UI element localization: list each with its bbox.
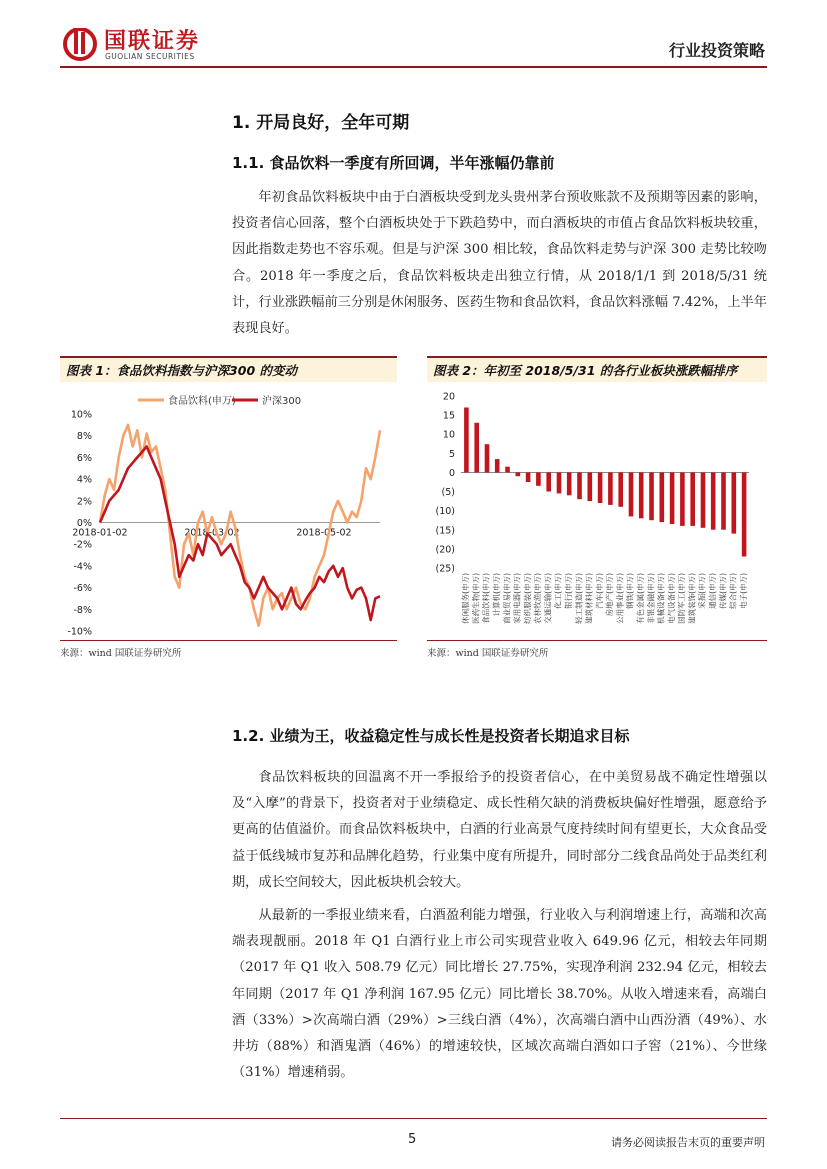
y-tick-label: -8%: [73, 604, 92, 616]
logo-english-name: GUOLIAN SECURITIES: [105, 52, 195, 61]
y-tick-label: 2%: [76, 496, 92, 508]
y-tick-label: 4%: [76, 474, 92, 486]
y-tick-label: 0: [448, 467, 455, 479]
y-tick-label: 5: [448, 448, 455, 460]
bar: [567, 472, 572, 495]
category-label: 纺织服装(申万): [522, 573, 532, 624]
x-tick-label: 2018-05-02: [296, 527, 352, 539]
bar: [464, 408, 469, 473]
category-label: 电子(申万): [738, 573, 748, 609]
bar: [608, 472, 613, 505]
paragraph-1-1: 年初食品饮料板块中由于白酒板块受到龙头贵州茅台预收账款不及预期等因素的影响，投资者信心回落，整个白酒板块处于下跌趋势中，而白酒板块的市值占食品饮料板块较重，因此指数走势也不容乐观。但是与沪深 300 相比较，食品饮料走势与沪深 300 走势比较吻合。2018 年一季度之后，食品饮料板块走出独立行情，从 2018/1/1 到 2018/5/31 统计，行业涨跌幅前三分别是休闲服务、医药生物和食品饮料，食品饮料涨幅 7.42%，上半年表现良好。: [232, 190, 767, 337]
subsection-heading-1-1: 1.1. 食品饮料一季度有所回调，半年涨幅仍靠前: [232, 154, 555, 172]
bar: [711, 472, 716, 529]
bar: [485, 444, 490, 472]
category-label: 公用事业(申万): [615, 573, 625, 624]
bar: [660, 472, 665, 522]
bar: [577, 472, 582, 499]
bar: [536, 472, 541, 485]
legend-label: 食品饮料(申万): [168, 396, 236, 407]
category-label: 交通运输(申万): [543, 573, 553, 624]
y-tick-label: 20: [442, 391, 455, 403]
bar: [505, 467, 510, 473]
figure-2-source: 来源：wind 国联证券研究所: [427, 640, 767, 659]
legend-label: 沪深300: [262, 396, 302, 407]
y-tick-label: (15): [435, 525, 455, 537]
category-label: 商业贸易(申万): [502, 573, 512, 624]
category-label: 化工(申万): [553, 573, 563, 609]
figure-1-title-bar: [60, 356, 397, 382]
category-label: 计算机(申万): [492, 573, 501, 617]
bar: [474, 423, 479, 473]
category-label: 农林牧渔(申万): [533, 573, 543, 624]
category-label: 通信(申万): [708, 573, 717, 609]
bar: [516, 472, 521, 476]
bar: [742, 472, 747, 556]
category-label: 综合(申万): [728, 573, 738, 609]
bar: [649, 472, 654, 520]
bar: [546, 472, 551, 491]
figure-2-title: 图表 2：年初至 2018/5/31 的各行业板块涨跌幅排序: [433, 363, 738, 378]
category-label: 建筑装饰(申万): [687, 573, 697, 624]
bar: [732, 472, 737, 533]
figure-2-title-bar: [427, 356, 767, 382]
y-tick-label: -2%: [73, 539, 92, 551]
category-label: 传媒(申万): [718, 573, 728, 609]
category-label: 电气设备(申万): [666, 573, 676, 624]
category-label: 家用电器(申万): [512, 573, 522, 624]
disclaimer-note: 请务必阅读报告末页的重要声明: [611, 1136, 765, 1149]
bar-chart: [427, 386, 767, 638]
x-tick-label: 2018-03-02: [184, 527, 240, 539]
y-tick-label: 10: [442, 429, 455, 441]
bar: [495, 459, 500, 472]
category-label: 房地产(申万): [605, 573, 615, 617]
subsection-heading-1-2: 1.2. 业绩为王，收益稳定性与成长性是投资者长期追求目标: [232, 727, 630, 745]
y-tick-label: 8%: [76, 431, 92, 443]
bar: [670, 472, 675, 524]
y-tick-label: (25): [435, 563, 455, 575]
y-tick-label: -10%: [67, 626, 92, 638]
bar: [618, 472, 623, 506]
category-label: 机械设备(申万): [656, 573, 666, 624]
y-tick-label: -6%: [73, 583, 92, 595]
paragraph-1-2-a: 食品饮料板块的回温离不开一季报给予的投资者信心，在中美贸易战不确定性增强以及“入摩”的背景下，投资者对于业绩稳定、成长性稍欠缺的消费板块偏好性增强，愿意给予更高的估值溢价。而食品饮料板块中，白酒的行业高景气度持续时间有望更长，大众食品受益于低线城市复苏和品牌化趋势，行业集中度有所提升，同时部分二线食品尚处于品类红利期，成长空间较大，因此板块机会较大。: [232, 770, 767, 890]
series-line-food-beverage: [100, 425, 380, 626]
bar: [701, 472, 706, 527]
company-logo: [60, 22, 260, 64]
figure-2: [427, 356, 767, 664]
category-label: 钢铁(申万): [625, 573, 635, 609]
y-tick-label: (5): [441, 487, 455, 499]
category-label: 采掘(申万): [697, 573, 707, 609]
y-tick-label: 0%: [76, 518, 92, 529]
category-label: 休闲服务(申万): [461, 573, 471, 624]
category-label: 有色金属(申万): [636, 573, 645, 624]
y-tick-label: 15: [442, 410, 455, 422]
y-tick-label: (20): [435, 544, 455, 556]
figure-1-title: 图表 1：食品饮料指数与沪深300 的变动: [66, 363, 297, 378]
bar: [526, 472, 531, 482]
y-tick-label: -4%: [73, 561, 92, 573]
bar: [680, 472, 685, 526]
y-tick-label: 10%: [70, 409, 92, 421]
bar: [598, 472, 603, 503]
bar: [629, 472, 634, 516]
footer-divider: [60, 1118, 767, 1119]
bar: [588, 472, 593, 501]
figure-1-source: 来源：wind 国联证券研究所: [60, 640, 397, 659]
category-label: 轻工制造(申万): [574, 573, 584, 624]
category-label: 建筑材料(申万): [584, 573, 594, 624]
bar: [721, 472, 726, 529]
bar: [639, 472, 644, 518]
category-label: 非银金融(申万): [646, 573, 656, 624]
category-label: 国防军工(申万): [677, 573, 687, 624]
category-label: 医药生物(申万): [471, 573, 481, 624]
y-tick-label: 6%: [76, 452, 92, 464]
bar: [557, 472, 562, 493]
category-label: 食品饮料(申万): [481, 573, 491, 624]
header-divider: [60, 66, 767, 68]
bar: [690, 472, 695, 526]
page-number: 5: [408, 1132, 417, 1147]
x-tick-label: 2018-01-02: [72, 527, 128, 539]
y-tick-label: (10): [435, 506, 455, 518]
category-label: 汽车(申万): [594, 573, 604, 609]
figure-1: [60, 356, 397, 664]
logo-chinese-name: 国联证券: [104, 29, 201, 54]
line-chart: [60, 386, 397, 638]
report-category: 行业投资策略: [668, 41, 765, 60]
paragraph-1-2-b: 从最新的一季报业绩来看，白酒盈利能力增强，行业收入与利润增速上行，高端和次高端表现靓丽。2018 年 Q1 白酒行业上市公司实现营业收入 649.96 亿元，相较去年同期（2017 年 Q1 收入 508.79 亿元）同比增长 27.75%，实现净利润 232.94 亿元，相较去年同期（2017 年 Q1 净利润 167.95 亿元）同比增长 38.70%。从收入增速来看，高端白酒（33%）>次高端白酒（29%）>三线白酒（4%），次高端白酒中山西汾酒（49%）、水井坊（88%）和酒鬼酒（46%）的增速较快，区域次高端白酒如口子窖（21%）、今世缘（31%）增速稍弱。: [232, 908, 767, 1081]
section-heading: 1. 开局良好，全年可期: [232, 113, 410, 133]
category-label: 银行(申万): [564, 573, 573, 609]
logo-mark-icon: [60, 22, 100, 62]
